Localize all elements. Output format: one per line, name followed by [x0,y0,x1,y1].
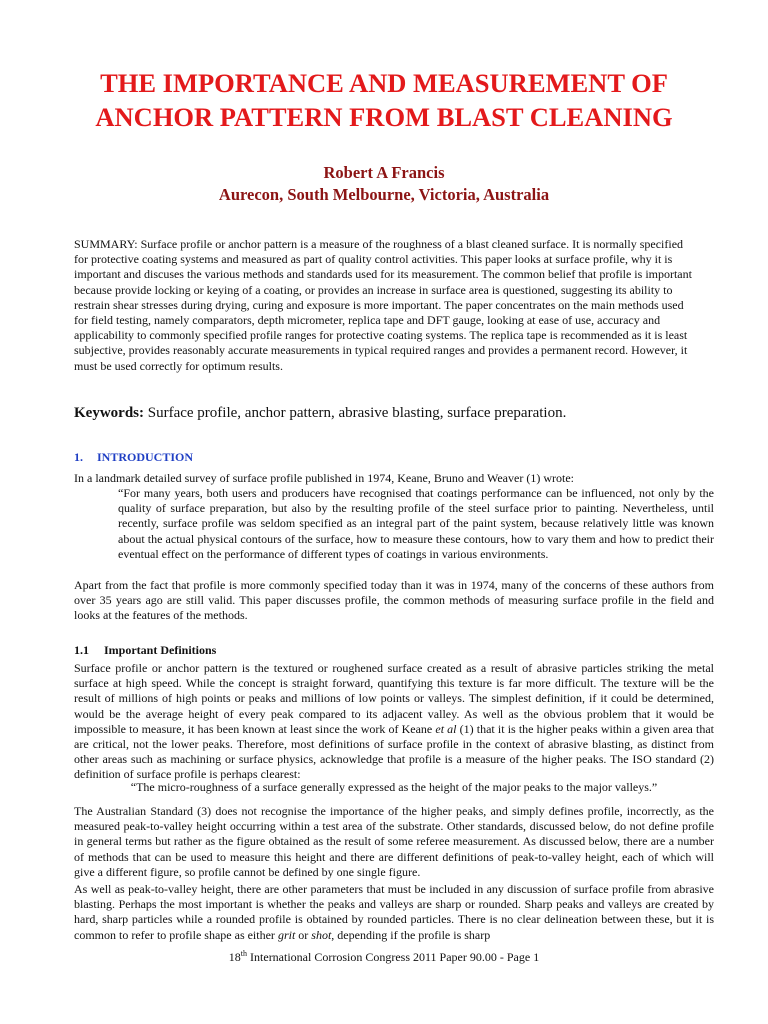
text-run: (1) that it is the higher peaks within a given area that are critical, not the lower peaks. Therefore, most definitions of surface profile in the context of abrasive blasting, as distinct from other areas such as machining or surface physics, acknowledge that profile is a measure of the higher peaks. The ISO standard (2) definition of surface profile is perhaps clearest: [74,721,714,782]
section-heading-introduction [74,449,193,465]
summary-paragraph: SUMMARY: Surface profile or anchor pattern is a measure of the roughness of a blast cleaned surface. It is normally specified for protective coating systems and measured as part of quality control activities. This paper looks at surface profile, why it is important and discuses the various methods and standards used for its measurement. The common belief that profile is important because provide locking or keying of a coating, or provides an increase in surface area is questioned, suggesting its ability to restrain shear stresses during drying, curing and exposure is more important. The paper concentrates on the main methods used for field testing, namely comparators, depth micrometer, replica tape and DFT gauge, looking at ease of use, accuracy and applicability to commonly specified profile ranges for protective coating systems. The replica tape is recommended as it is least subjective, provides reasonably accurate measurements in typical required ranges and provides a permanent record. However, it must be used correctly for optimum results. [74,237,692,373]
paper-title: THE IMPORTANCE AND MEASUREMENT OF ANCHOR PATTERN FROM BLAST CLEANING [95,68,673,132]
section-title: INTRODUCTION [97,450,194,464]
subsection-title: Important Definitions [104,643,217,657]
keywords-line [74,403,694,423]
footer-ordinal-suffix: th [240,949,248,958]
footer-ordinal: 18 [228,950,241,964]
author-name: Robert A Francis [323,163,445,182]
keywords-text: Surface profile, anchor pattern, abrasive blasting, surface preparation. [144,405,567,421]
intro-block-quote: “For many years, both users and producers have recognised that coatings performance can be influenced, not only by the quality of surface preparation, but also by the resulting profile of the steel surface prior to painting. Nevertheless, until recently, surface profile was seldom specified as an integral part of the paint system, because relatively little was known about the actual physical contours of the surface, how to measure these contours, how to vary them and how to predict their eventual effect on the performance of different types of coatings in various environments. [118,486,714,561]
keywords-label: Keywords: [74,405,144,421]
italic-et-al: et al [435,721,457,736]
iso-definition-quote: “The micro-roughness of a surface generally expressed as the height of the major peaks to the major valleys.” [130,780,658,794]
subsection-heading-definitions [74,642,216,658]
text-run: As well as peak-to-valley height, there are other parameters that must be included in any discussion of surface profile from abrasive blasting. Perhaps the most important is whether the peaks and valleys are sharp or rounded. Sharp peaks and valleys are created by hard, sharp particles while a rounded profile is obtained by rounded particles. There is no clear delineation between these, but it is common to refer to profile shape as either [74,882,714,942]
definitions-paragraph-3 [74,882,714,943]
footer-text: International Corrosion Congress 2011 Paper 90.00 - Page 1 [247,950,540,964]
author-affiliation: Aurecon, South Melbourne, Victoria, Australia [218,185,550,204]
italic-grit: grit [277,927,296,942]
definitions-paragraph-1 [74,661,714,783]
subsection-number: 1.1 [74,643,89,657]
author-block [40,162,728,206]
intro-lead-paragraph: In a landmark detailed survey of surface profile published in 1974, Keane, Bruno and Weaver (1) wrote: [74,471,574,485]
section-number: 1. [74,450,83,464]
text-run: Surface profile or anchor pattern is the textured or roughened surface created as a result of abrasive particles striking the metal surface at high speed. While the concept is straight forward, quantifying this texture is far more difficult. The texture will be the result of millions of high points or peaks and millions of low points or valleys. The simplest definition, if it could be determined, would be the average height of every peak compared to its adjacent valley. As well as the obvious problem that it would be impossible to measure, it has been known at least since the work of Keane [74,661,714,736]
italic-shot: shot [311,927,332,942]
definitions-paragraph-2: The Australian Standard (3) does not recognise the importance of the higher peaks, and simply defines profile, incorrectly, as the measured peak-to-valley height occurring within a test area of the substrate. Other standards, discussed below, do not define profile in general terms but rather as the figure obtained as the result of some referee measurement. As discussed below, there are a number of methods that can be used to measure this height and there are different definitions of peak-to-valley height, each of which will give a different figure, so profile cannot be defined by one single figure. [74,804,714,879]
text-run: or [295,927,312,942]
text-run: , depending if the profile is sharp [331,927,491,942]
page-footer [74,949,694,965]
intro-paragraph: Apart from the fact that profile is more commonly specified today than it was in 1974, many of the concerns of these authors from over 35 years ago are still valid. This paper discusses profile, the common methods of measuring surface profile in the field and looks at the features of the methods. [74,578,714,623]
